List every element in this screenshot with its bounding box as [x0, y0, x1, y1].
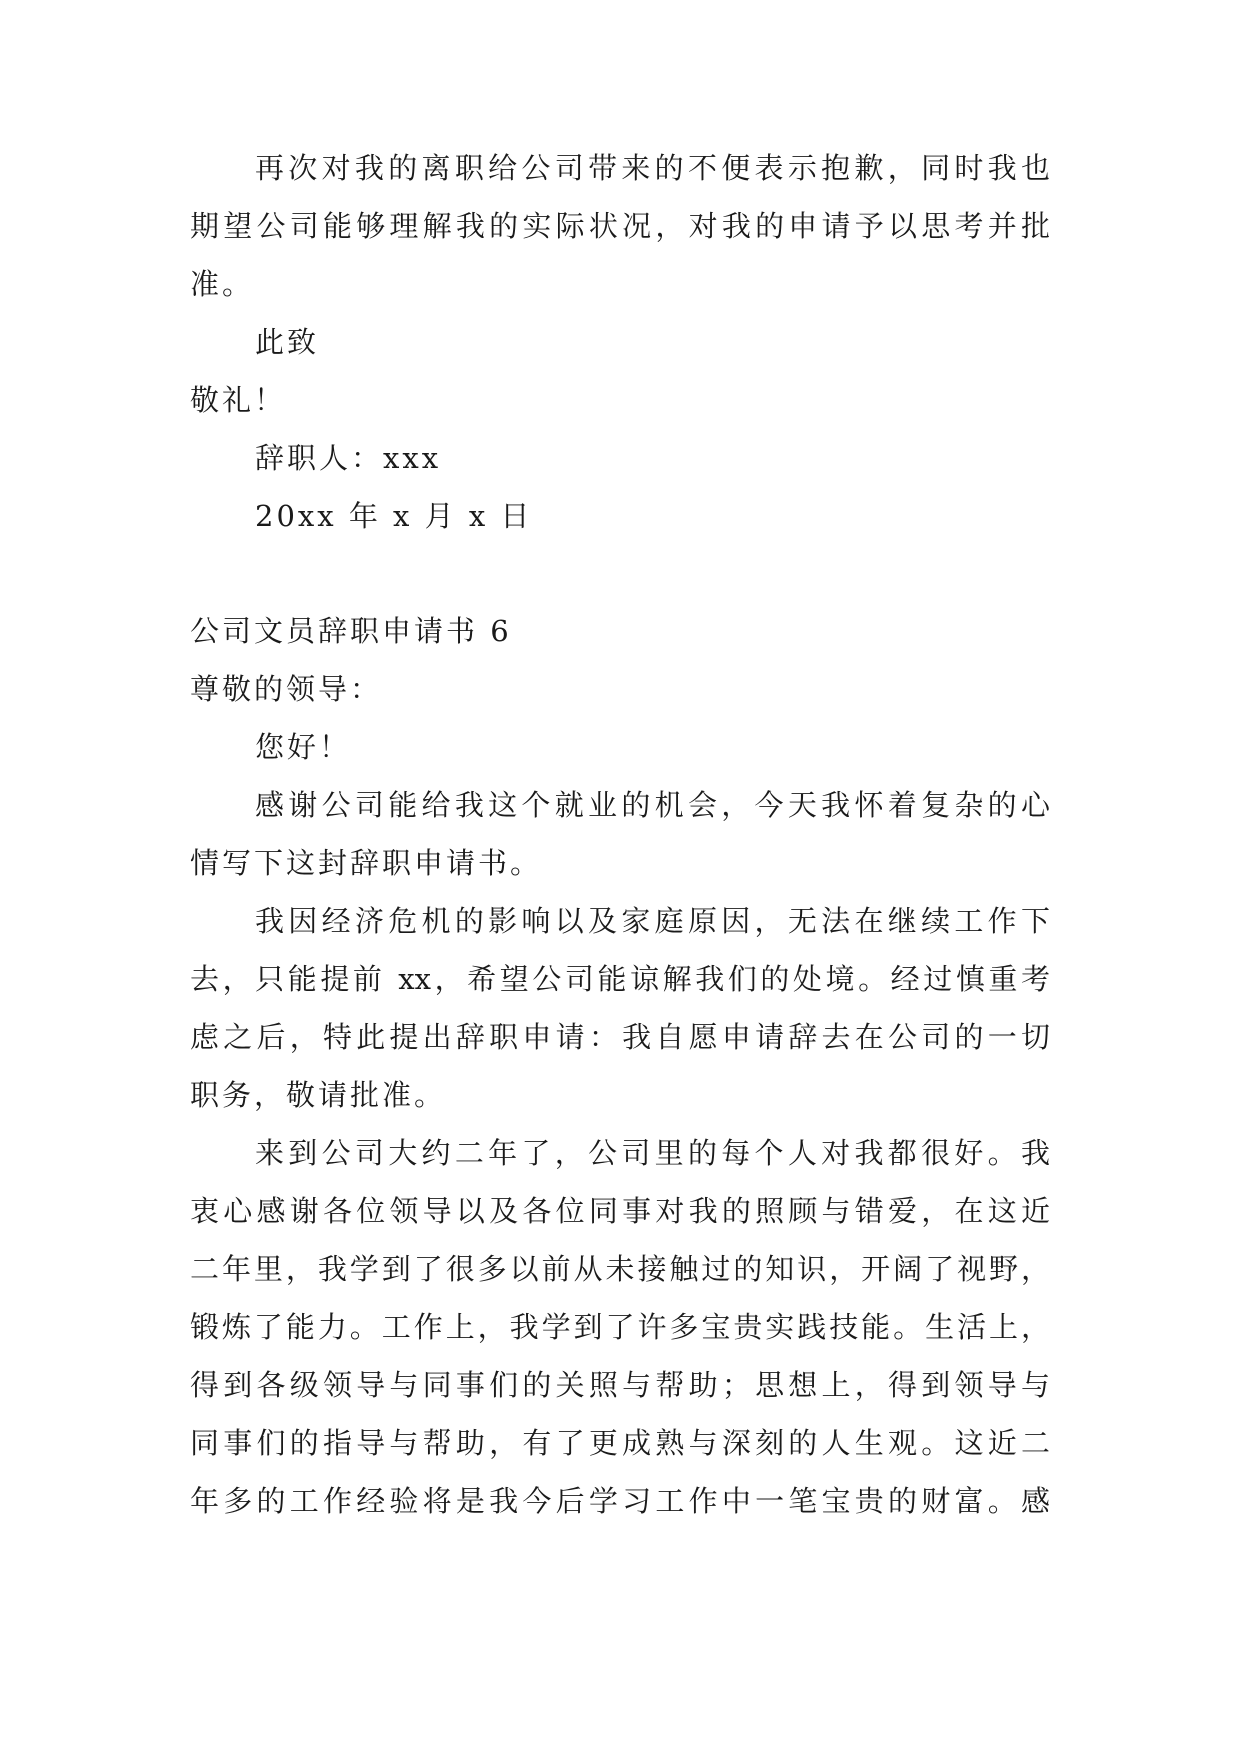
paragraph-line: 去，只能提前 xx，希望公司能谅解我们的处境。经过慎重考	[190, 962, 1050, 996]
paragraph-line: 期望公司能够理解我的实际状况，对我的申请予以思考并批	[190, 209, 1050, 243]
paragraph-line: 再次对我的离职给公司带来的不便表示抱歉，同时我也	[255, 151, 1050, 185]
paragraph-line: 锻炼了能力。工作上，我学到了许多宝贵实践技能。生活上，	[190, 1310, 1050, 1344]
greeting-text: 尊敬的领导：	[190, 672, 383, 706]
paragraph-line: 得到各级领导与同事们的关照与帮助；思想上，得到领导与	[190, 1368, 1050, 1402]
paragraph-line: 衷心感谢各位领导以及各位同事对我的照顾与错爱，在这近	[190, 1194, 1050, 1228]
paragraph-line: 我因经济危机的影响以及家庭原因，无法在继续工作下	[255, 904, 1050, 938]
hello-text: 您好！	[255, 730, 352, 764]
closing-text: 此致	[255, 325, 320, 359]
paragraph-line: 感谢公司能给我这个就业的机会，今天我怀着复杂的心	[255, 788, 1050, 822]
paragraph-line: 同事们的指导与帮助，有了更成熟与深刻的人生观。这近二	[190, 1426, 1050, 1460]
date-text: 20xx 年 x 月 x 日	[255, 499, 533, 533]
section-title: 公司文员辞职申请书 6	[190, 614, 512, 648]
paragraph-line: 来到公司大约二年了，公司里的每个人对我都很好。我	[255, 1136, 1050, 1170]
paragraph-line: 年多的工作经验将是我今后学习工作中一笔宝贵的财富。感	[190, 1484, 1050, 1518]
salute-text: 敬礼！	[190, 383, 287, 417]
paragraph-line: 情写下这封辞职申请书。	[190, 846, 543, 880]
signer-text: 辞职人：xxx	[255, 441, 442, 475]
paragraph-line: 准。	[190, 267, 255, 301]
paragraph-line: 虑之后，特此提出辞职申请：我自愿申请辞去在公司的一切	[190, 1020, 1050, 1054]
paragraph-line: 职务，敬请批准。	[190, 1078, 447, 1112]
paragraph-line: 二年里，我学到了很多以前从未接触过的知识，开阔了视野，	[190, 1252, 1050, 1286]
